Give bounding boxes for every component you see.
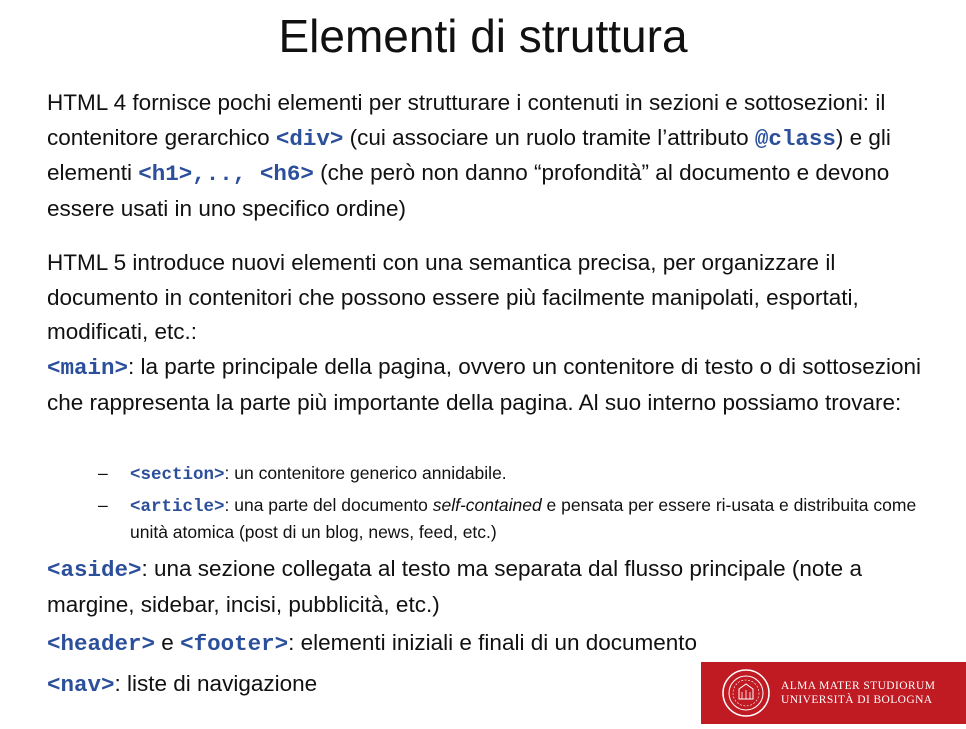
p1-text-3: ) e gli elementi <box>47 124 891 185</box>
article-code: <article> <box>130 497 225 517</box>
main-code: <main> <box>47 355 129 381</box>
aside-text: : una sezione collegata al testo ma separata dal flusso principale (note a margine, sidebar, incisi, pubblicità, etc.) <box>47 556 862 617</box>
article-italic: self-contained <box>432 495 542 515</box>
item-header-footer <box>47 626 952 662</box>
logo-line-1: ALMA MATER STUDIORUM <box>781 680 936 692</box>
article-text-2: e pensata per essere ri-usata e distribuita come unità atomica (post di un blog, news, feed, etc.) <box>130 495 917 542</box>
nav-code: <nav> <box>47 672 115 698</box>
main-text: : la parte principale della pagina, ovvero un contenitore di testo o di sottosezioni che rappresenta la parte più importante della pagina. Al suo interno possiamo trovare: <box>47 354 922 415</box>
dash-bullet: – <box>98 495 108 515</box>
p1-code-class: @class <box>754 125 836 152</box>
slide-title: Elementi di struttura <box>278 10 688 62</box>
header-footer-text: : elementi iniziali e finali di un documento <box>288 630 698 655</box>
p1-code-headings: <h1>,.., <h6> <box>138 161 314 187</box>
item-main <box>47 350 952 420</box>
nav-text: : liste di navigazione <box>114 671 318 696</box>
item-aside <box>47 552 952 622</box>
university-seal-icon <box>721 668 771 718</box>
footer-code: <footer> <box>180 631 289 657</box>
header-mid: e <box>155 630 181 655</box>
paragraph-html4 <box>47 86 952 226</box>
section-code: <section> <box>130 465 225 485</box>
dash-bullet: – <box>98 463 108 483</box>
section-text: : un contenitore generico annidabile. <box>224 463 507 483</box>
p1-code-div: <div> <box>275 125 344 152</box>
header-code: <header> <box>47 631 156 657</box>
p1-text-2: (cui associare un ruolo tramite l’attributo <box>343 124 755 150</box>
p1-text-1: HTML 4 fornisce pochi elementi per strutturare i contenuti in sezioni e sottosezioni: il contenitore gerarchico <box>47 90 886 150</box>
university-logo <box>701 662 966 724</box>
article-text-1: : una parte del documento <box>224 495 433 515</box>
p1-text-4: (che però non danno “profondità” al documento e devono essere usati in uno specifico ordine) <box>47 160 890 221</box>
paragraph-html5: HTML 5 introduce nuovi elementi con una semantica precisa, per organizzare il documento in contenitori che possono essere più facilmente manipolati, esportati, modificati, etc.: <box>47 250 859 344</box>
logo-line-2: UNIVERSITÀ DI BOLOGNA <box>781 694 933 706</box>
aside-code: <aside> <box>47 557 142 583</box>
